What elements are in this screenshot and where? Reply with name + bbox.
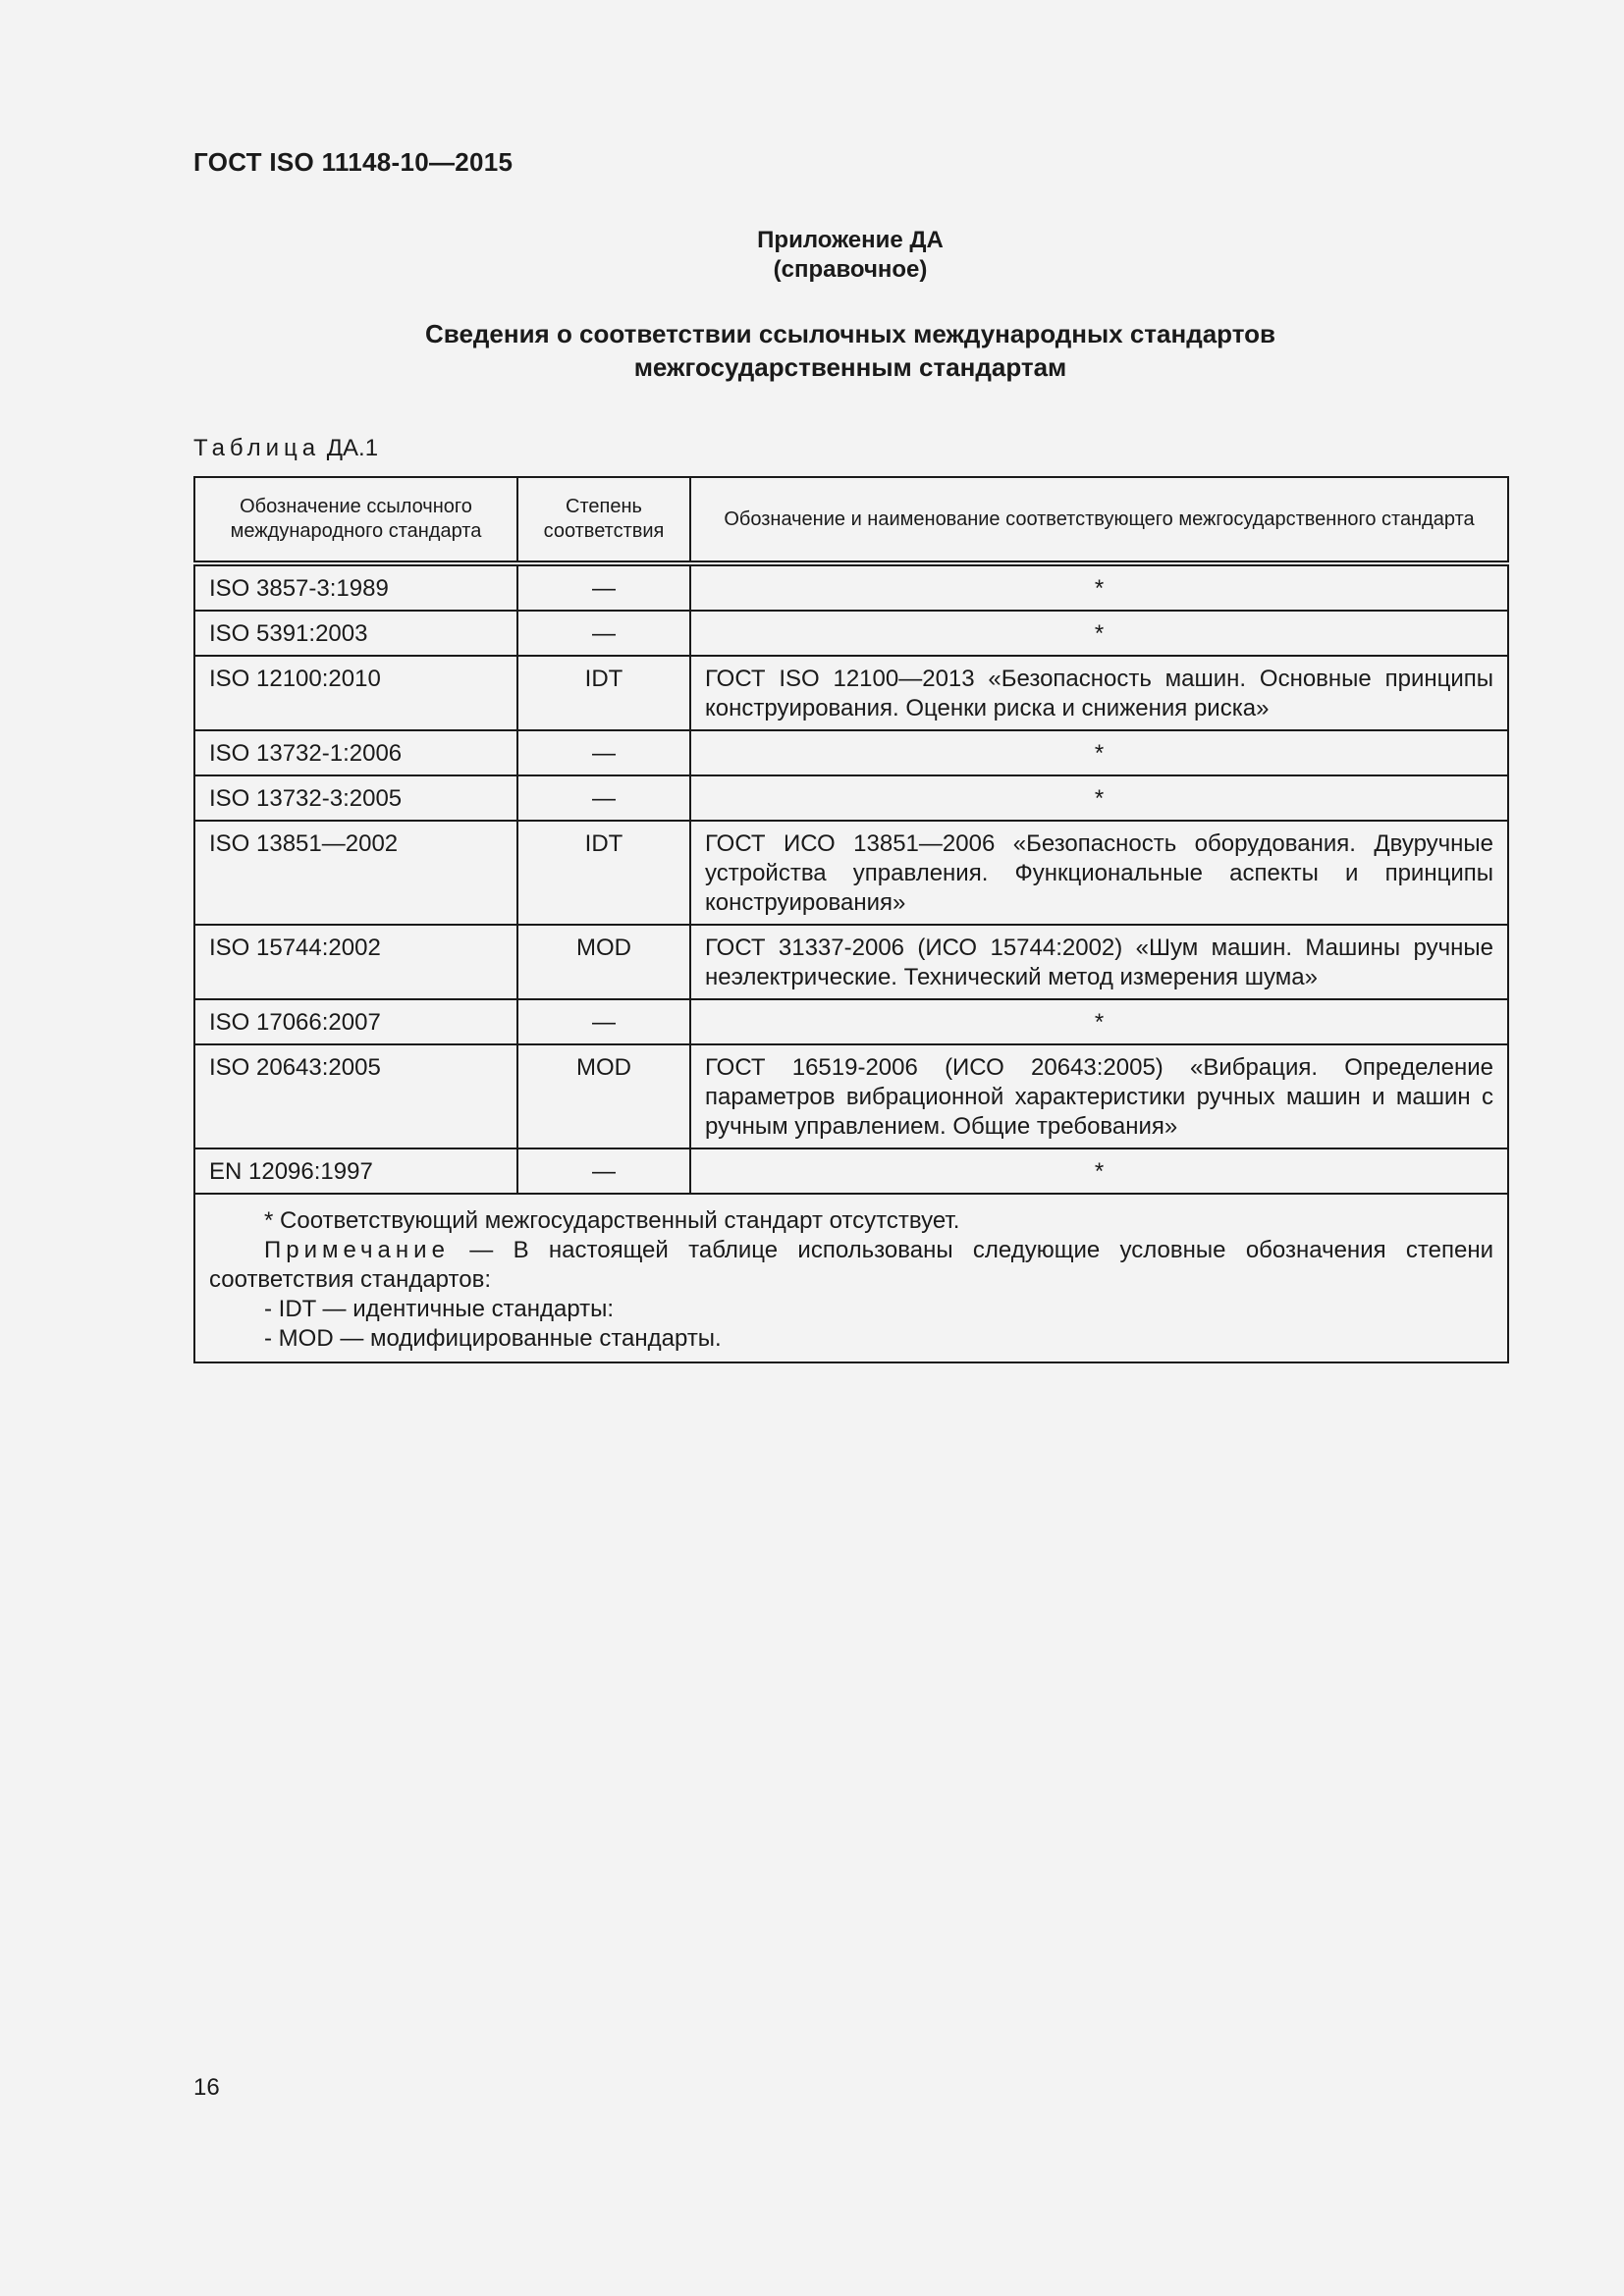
reference-cell: ISO 17066:2007	[194, 999, 517, 1044]
table-label-word: Таблица	[193, 435, 321, 461]
reference-cell: ISO 12100:2010	[194, 656, 517, 730]
degree-cell: IDT	[517, 656, 690, 730]
reference-cell: ISO 5391:2003	[194, 611, 517, 656]
degree-cell: —	[517, 775, 690, 821]
reference-cell: ISO 3857-3:1989	[194, 563, 517, 611]
national-standard-cell: ГОСТ ИСО 13851—2006 «Безопасность оборудования. Двуручные устройства управления. Функциональные аспекты и принципы конструирования»	[690, 821, 1508, 925]
section-title-line-1: Сведения о соответствии ссылочных международных стандартов	[425, 319, 1275, 348]
table-row	[194, 925, 1508, 999]
table-label-number: ДА.1	[326, 435, 379, 461]
correspondence-table	[193, 476, 1509, 1363]
table-notes-row	[194, 1194, 1508, 1362]
table-row	[194, 999, 1508, 1044]
national-standard-cell: *	[690, 730, 1508, 775]
appendix-subtitle: (справочное)	[773, 256, 928, 283]
appendix-heading	[193, 226, 1507, 285]
page-number: 16	[193, 2074, 220, 2101]
table-row	[194, 1148, 1508, 1194]
national-standard-cell: ГОСТ 16519-2006 (ИСО 20643:2005) «Вибрация. Определение параметров вибрационной характеристики ручных машин и машин с ручным управлением. Общие требования»	[690, 1044, 1508, 1148]
note-title: Примечание	[264, 1237, 450, 1263]
national-standard-cell: ГОСТ ISO 12100—2013 «Безопасность машин. Основные принципы конструирования. Оценки риска и снижения риска»	[690, 656, 1508, 730]
national-standard-cell: ГОСТ 31337-2006 (ИСО 15744:2002) «Шум машин. Машины ручные неэлектрические. Технический метод измерения шума»	[690, 925, 1508, 999]
table-header-row	[194, 477, 1508, 563]
table-row	[194, 1044, 1508, 1148]
degree-cell: MOD	[517, 925, 690, 999]
table-notes	[194, 1194, 1508, 1362]
section-title-line-2: межгосударственным стандартам	[633, 352, 1067, 382]
degree-cell: —	[517, 563, 690, 611]
reference-cell: ISO 15744:2002	[194, 925, 517, 999]
column-header-national-standard: Обозначение и наименование соответствующего межгосударственного стандарта	[690, 477, 1508, 563]
national-standard-cell: *	[690, 1148, 1508, 1194]
section-title	[193, 317, 1507, 384]
column-header-degree: Степень соответствия	[517, 477, 690, 563]
national-standard-cell: *	[690, 999, 1508, 1044]
table-row	[194, 821, 1508, 925]
reference-cell: ISO 20643:2005	[194, 1044, 517, 1148]
table-row	[194, 563, 1508, 611]
degree-cell: IDT	[517, 821, 690, 925]
national-standard-cell: *	[690, 611, 1508, 656]
reference-cell: EN 12096:1997	[194, 1148, 517, 1194]
legend-item-idt: - IDT — идентичные стандарты:	[264, 1296, 615, 1322]
table-row	[194, 730, 1508, 775]
reference-cell: ISO 13851—2002	[194, 821, 517, 925]
national-standard-cell: *	[690, 563, 1508, 611]
table-row	[194, 775, 1508, 821]
legend-item-mod: - MOD — модифицированные стандарты.	[264, 1325, 722, 1352]
degree-cell: —	[517, 999, 690, 1044]
degree-cell: —	[517, 1148, 690, 1194]
national-standard-cell: *	[690, 775, 1508, 821]
degree-cell: —	[517, 730, 690, 775]
footnote: * Соответствующий межгосударственный стандарт отсутствует.	[264, 1207, 960, 1234]
table-label	[193, 435, 378, 462]
reference-cell: ISO 13732-1:2006	[194, 730, 517, 775]
table-row	[194, 656, 1508, 730]
table-row	[194, 611, 1508, 656]
degree-cell: MOD	[517, 1044, 690, 1148]
column-header-reference: Обозначение ссылочного международного стандарта	[194, 477, 517, 563]
appendix-title: Приложение ДА	[757, 227, 944, 253]
degree-cell: —	[517, 611, 690, 656]
note-text: — В настоящей таблице использованы следующие условные обозначения степени соответствия стандартов:	[209, 1237, 1493, 1293]
note	[209, 1236, 1493, 1295]
reference-cell: ISO 13732-3:2005	[194, 775, 517, 821]
document-code: ГОСТ ISO 11148-10—2015	[193, 147, 514, 177]
